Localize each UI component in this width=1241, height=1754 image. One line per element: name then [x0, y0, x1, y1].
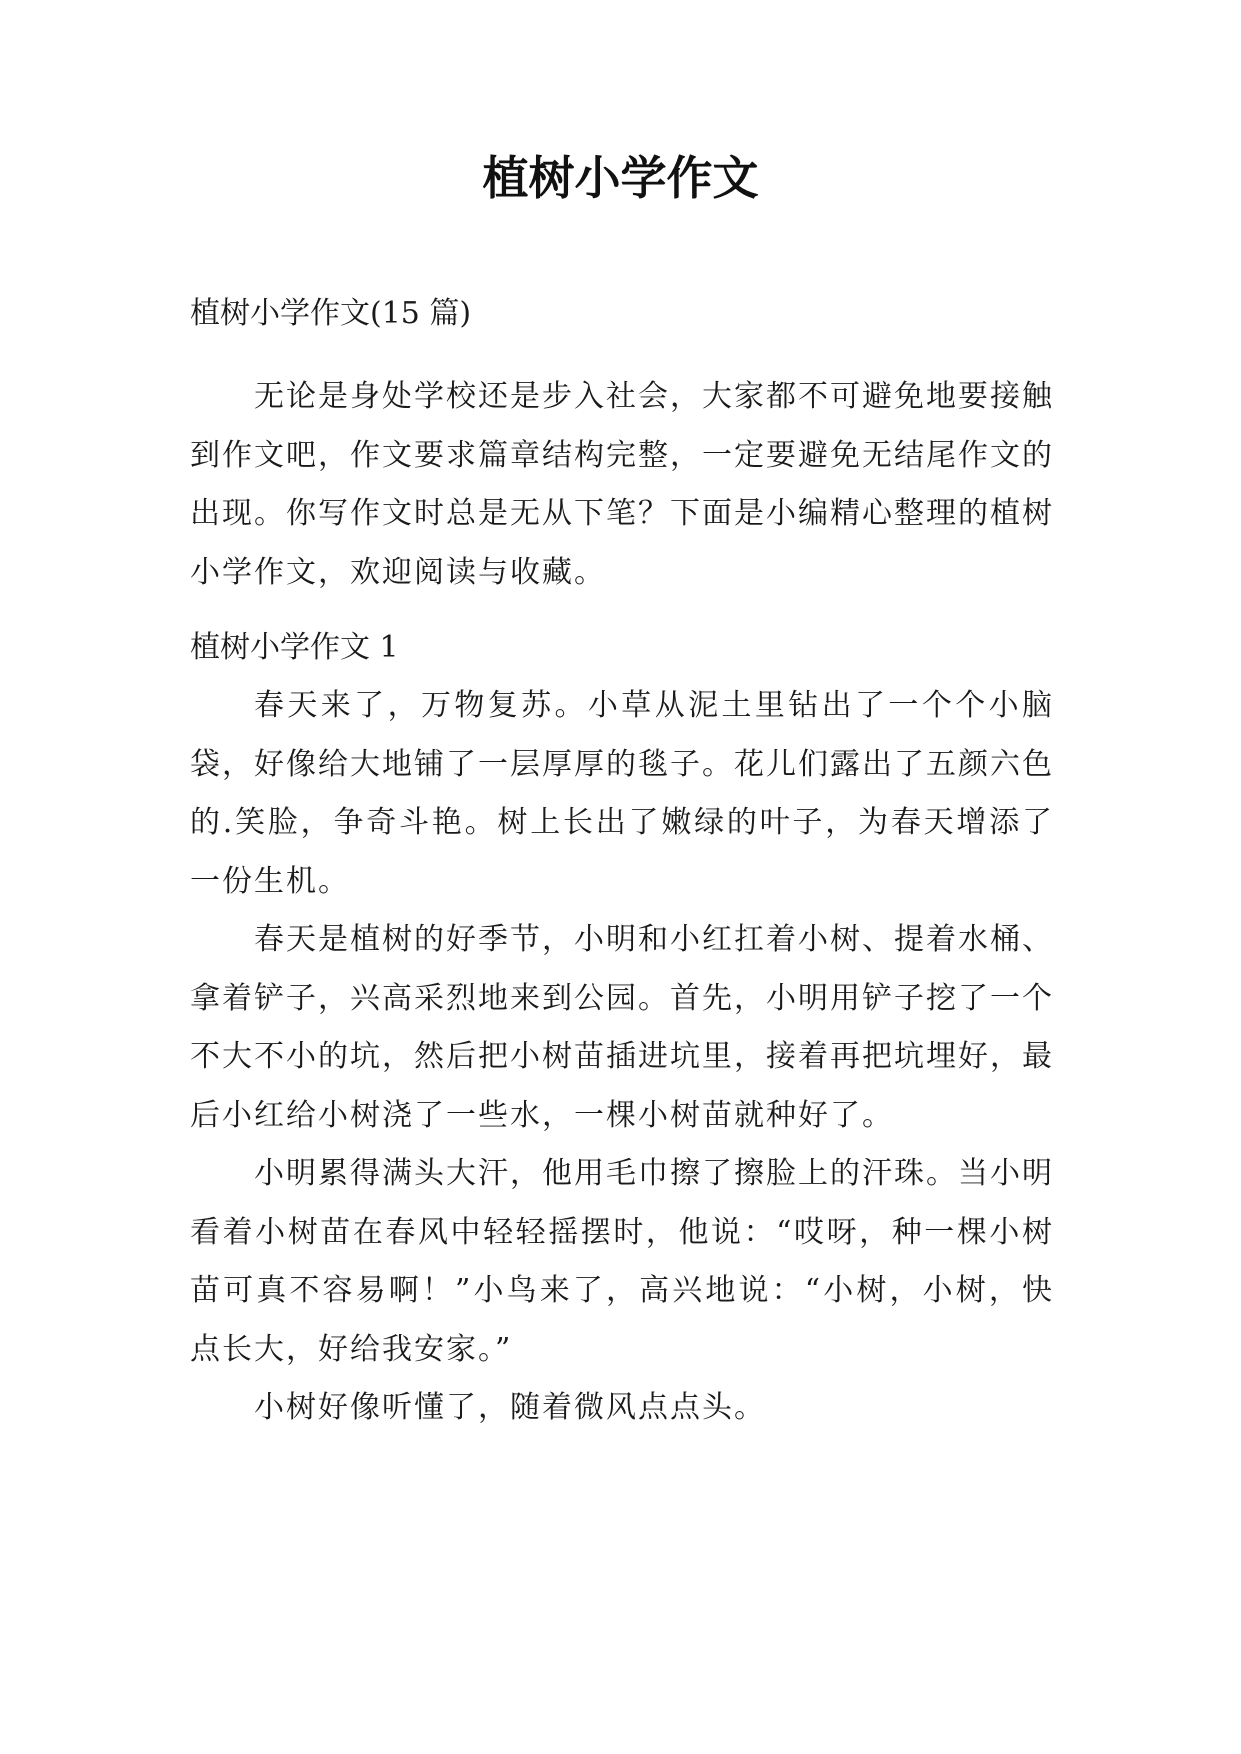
- section-paragraph: 春天来了，万物复苏。小草从泥土里钻出了一个个小脑袋，好像给大地铺了一层厚厚的毯子。花儿们露出了五颜六色的.笑脸，争奇斗艳。树上长出了嫩绿的叶子，为春天增添了一份生机。: [190, 688, 1054, 899]
- intro-paragraph: 无论是身处学校还是步入社会，大家都不可避免地要接触到作文吧，作文要求篇章结构完整，一定要避免无结尾作文的出现。你写作文时总是无从下笔？下面是小编精心整理的植树小学作文，欢迎阅读与收藏。: [190, 379, 1054, 590]
- section-heading: 植树小学作文 1: [190, 630, 399, 665]
- section-paragraph: 小树好像听懂了，随着微风点点头。: [254, 1390, 766, 1425]
- document-title: 植树小学作文: [482, 151, 759, 205]
- section-paragraph: 小明累得满头大汗，他用毛巾擦了擦脸上的汗珠。当小明看着小树苗在春风中轻轻摇摆时，他说：“哎呀，种一棵小树苗可真不容易啊！”小鸟来了，高兴地说：“小树，小树，快点长大，好给我安家。”: [190, 1156, 1054, 1367]
- section-paragraph: 春天是植树的好季节，小明和小红扛着小树、提着水桶、拿着铲子，兴高采烈地来到公园。首先，小明用铲子挖了一个不大不小的坑，然后把小树苗插进坑里，接着再把坑埋好，最后小红给小树浇了一些水，一棵小树苗就种好了。: [190, 922, 1054, 1133]
- document-subtitle: 植树小学作文(15 篇): [190, 296, 472, 331]
